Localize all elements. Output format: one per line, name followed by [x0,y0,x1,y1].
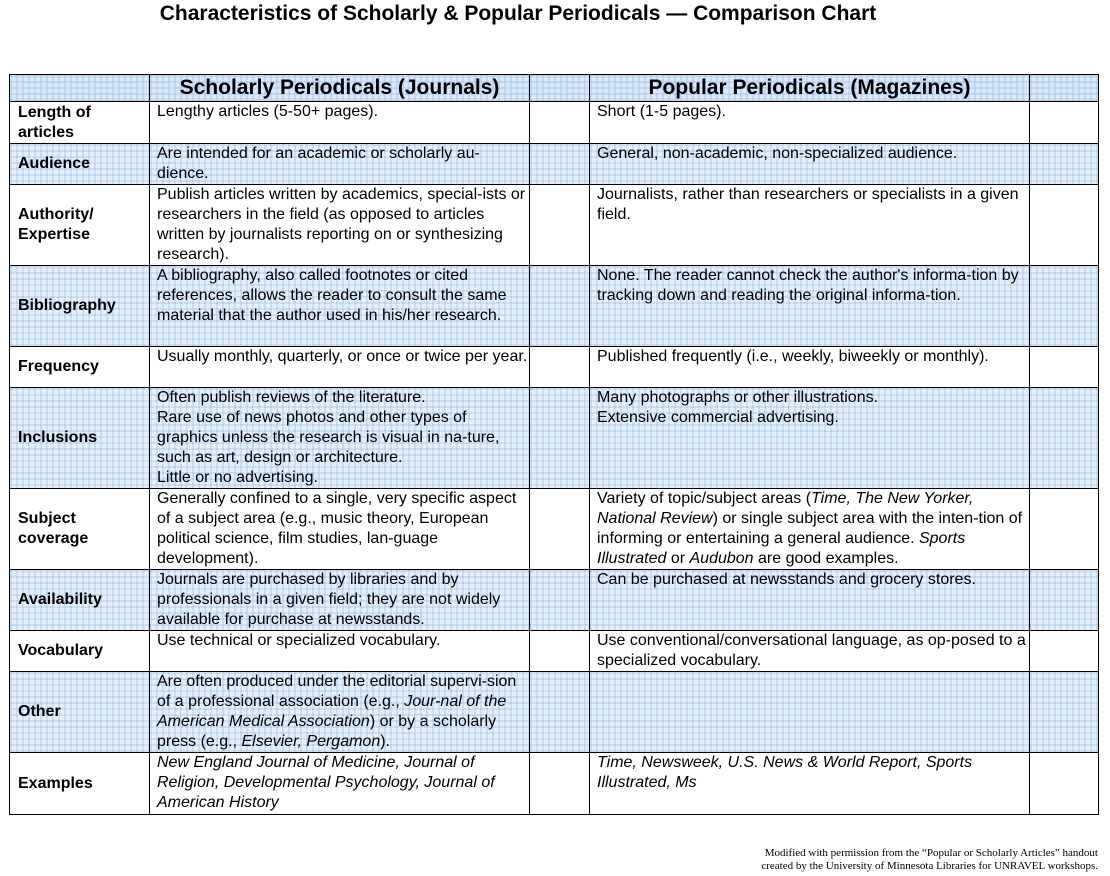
italic-run: Time, The New Yorker, National Review [597,490,974,527]
scholarly-cell [150,388,530,489]
popular-cell [590,672,1030,753]
popular-header: Popular Periodicals (Magazines) [590,75,1030,102]
footer-credit [761,847,1098,873]
page-title: Characteristics of Scholarly & Popular Periodicals — Comparison Chart [159,2,877,25]
scholarly-cell: Publish articles written by academics, special-ists or researchers in the field (as opposed to articles written by journalists reporting on or synthesizing research). [150,185,530,266]
table-row [10,266,1099,347]
scholarly-cell: Journals are purchased by libraries and by professionals in a given field; they are not widely available for purchase at newsstands. [150,570,530,631]
text-run: are good examples. [753,550,899,567]
table-row [10,672,1099,753]
row-label: Bibliography [10,266,150,347]
table-row [10,388,1099,489]
cell-line: Extensive commercial advertising. [597,409,839,426]
cell-line: Little or no advertising. [157,469,318,486]
cell-line: Rare use of news photos and other types of graphics unless the research is visual in na-ture, such as art, design or architecture. [157,409,500,466]
italic-run: Sports Illustrated [597,530,966,567]
corner-cell [10,75,150,102]
italic-run: Audubon [689,550,754,567]
scholarly-cell [150,753,530,815]
italic-run: Elsevier, Pergamon [241,733,381,750]
spacer-cell [530,144,590,185]
popular-cell: General, non-academic, non-specialized audience. [590,144,1030,185]
spacer-cell [530,672,590,753]
spacer-cell [530,631,590,672]
popular-cell: Can be purchased at newsstands and grocery stores. [590,570,1030,631]
text-run: ) or by a scholarly press (e.g., [157,713,497,750]
text-run: ) or single subject area with the inten-tion of informing or entertaining a general audience. [597,510,1023,547]
scholarly-cell: A bibliography, also called footnotes or cited references, allows the reader to consult the same material that the author used in his/her research. [150,266,530,347]
table-row [10,144,1099,185]
spacer-cell [1030,144,1099,185]
spacer-cell [530,388,590,489]
scholarly-cell: Lengthy articles (5-50+ pages). [150,102,530,144]
table-row [10,102,1099,144]
row-label: Frequency [10,347,150,388]
spacer-cell [1030,347,1099,388]
scholarly-cell: Usually monthly, quarterly, or once or twice per year. [150,347,530,388]
spacer-cell [530,347,590,388]
spacer-cell [1030,75,1099,102]
row-label: Availability [10,570,150,631]
spacer-cell [530,185,590,266]
row-label: Subject coverage [10,489,150,570]
cell-line: Many photographs or other illustrations. [597,389,879,406]
spacer-cell [530,102,590,144]
spacer-cell [530,570,590,631]
spacer-cell [1030,570,1099,631]
spacer-cell [1030,672,1099,753]
row-label: Authority/ Expertise [10,185,150,266]
popular-cell [590,753,1030,815]
spacer-cell [530,753,590,815]
popular-cell: None. The reader cannot check the author's informa-tion by tracking down and reading the original informa-tion. [590,266,1030,347]
footer-line: created by the University of Minnesota Libraries for UNRAVEL workshops. [761,860,1098,872]
popular-cell: Published frequently (i.e., weekly, biweekly or monthly). [590,347,1030,388]
scholarly-header: Scholarly Periodicals (Journals) [150,75,530,102]
table-row [10,570,1099,631]
spacer-cell [530,75,590,102]
spacer-cell [530,266,590,347]
comparison-table [9,74,1099,815]
spacer-cell [1030,102,1099,144]
popular-cell [590,388,1030,489]
popular-cell [590,489,1030,570]
table-row [10,753,1099,815]
text-run: Are often produced under the editorial supervi-sion of a professional association (e.g., [157,673,517,710]
cell-line: Often publish reviews of the literature. [157,389,426,406]
spacer-cell [1030,753,1099,815]
italic-run: New England Journal of Medicine, Journal of Religion, Developmental Psychology, Journal of American History [157,754,495,811]
text-run: ). [380,733,390,750]
popular-cell: Use conventional/conversational language, as op-posed to a specialized vocabulary. [590,631,1030,672]
spacer-cell [1030,388,1099,489]
text-run: or [666,550,690,567]
table-row [10,347,1099,388]
footer-line: Modified with permission from the “Popular or Scholarly Articles” handout [764,847,1098,859]
italic-run: Time, Newsweek, U.S. News & World Report, Sports Illustrated, Ms [597,754,973,791]
row-label: Vocabulary [10,631,150,672]
spacer-cell [1030,631,1099,672]
spacer-cell [1030,489,1099,570]
popular-cell: Journalists, rather than researchers or specialists in a given field. [590,185,1030,266]
row-label: Other [10,672,150,753]
row-label: Length of articles [10,102,150,144]
table-row [10,185,1099,266]
spacer-cell [530,489,590,570]
scholarly-cell [150,672,530,753]
scholarly-cell: Are intended for an academic or scholarly au-dience. [150,144,530,185]
scholarly-cell: Use technical or specialized vocabulary. [150,631,530,672]
table-row [10,489,1099,570]
popular-cell: Short (1-5 pages). [590,102,1030,144]
scholarly-cell: Generally confined to a single, very specific aspect of a subject area (e.g., music theory, European political science, film studies, lan-guage development). [150,489,530,570]
table-row [10,631,1099,672]
text-run: Variety of topic/subject areas ( [597,490,812,507]
italic-run: Jour-nal of the American Medical Association [157,693,507,730]
spacer-cell [1030,266,1099,347]
row-label: Inclusions [10,388,150,489]
row-label: Examples [10,753,150,815]
row-label: Audience [10,144,150,185]
spacer-cell [1030,185,1099,266]
header-row [10,75,1099,102]
